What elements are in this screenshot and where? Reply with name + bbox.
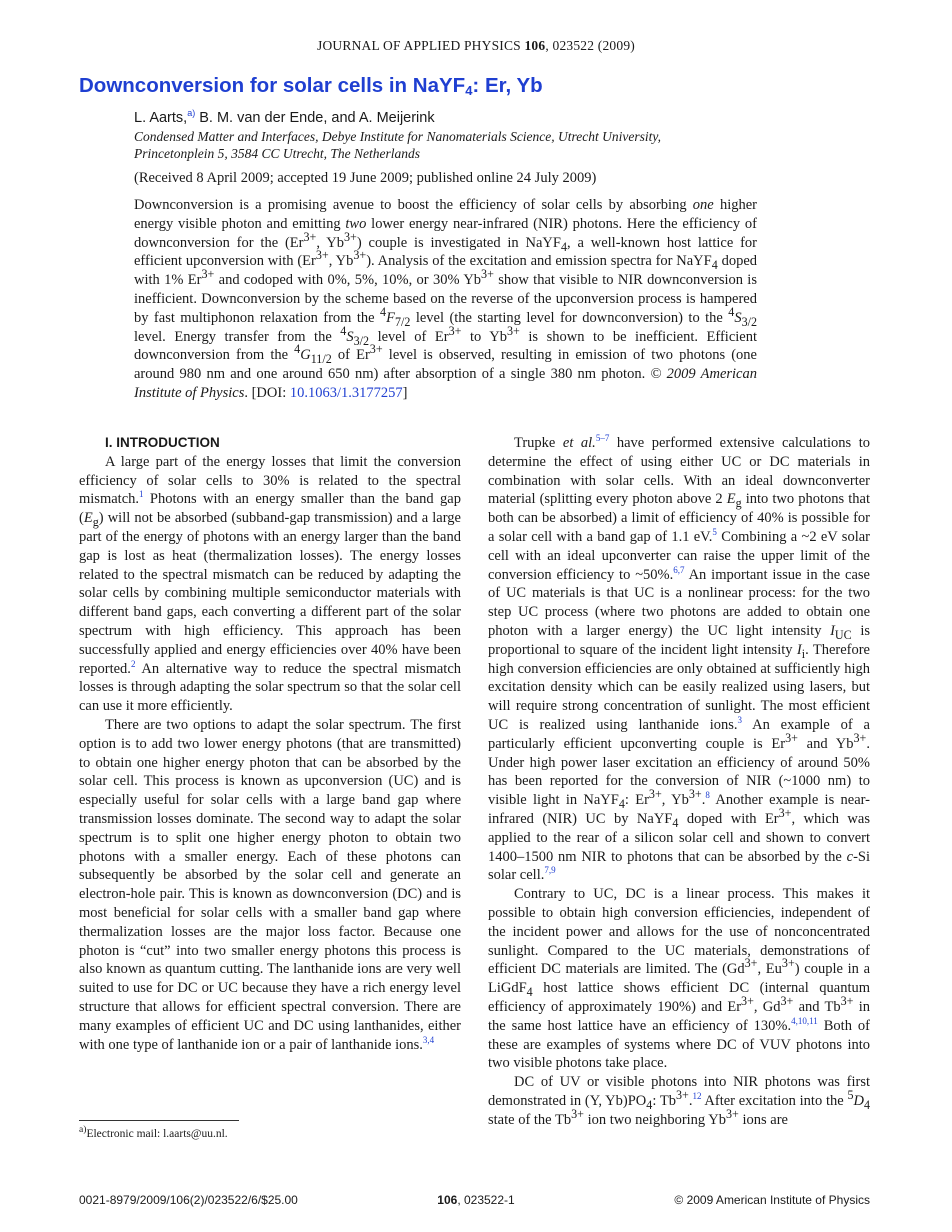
received-dates: (Received 8 April 2009; accepted 19 June 2009; published online 24 July 2009) bbox=[134, 170, 597, 186]
reference-link[interactable]: 6,7 bbox=[673, 564, 685, 575]
footer-issn: 0021-8979/2009/106(2)/023522/6/$25.00 bbox=[79, 1193, 298, 1207]
footer-copyright: © 2009 American Institute of Physics bbox=[674, 1193, 870, 1207]
left-column bbox=[79, 434, 461, 1054]
footer-page: 106, 023522-1 bbox=[437, 1193, 515, 1207]
reference-link[interactable]: 4,10,11 bbox=[791, 1015, 818, 1026]
footnote-divider bbox=[79, 1120, 239, 1121]
footnote: $^{a)}$Electronic mail: l.aarts@uu.nl. bbox=[79, 1124, 228, 1140]
paper-title: Downconversion for solar cells in NaYF$_4$: Er, Yb bbox=[79, 74, 543, 98]
reference-link[interactable]: 12 bbox=[692, 1091, 702, 1102]
reference-link[interactable]: 2 bbox=[130, 658, 136, 669]
reference-link[interactable]: 5 bbox=[712, 527, 717, 538]
reference-link[interactable]: 8 bbox=[705, 790, 710, 801]
authors: L. Aarts,$^{a)}$ B. M. van der Ende, and A. Meijerink bbox=[134, 108, 435, 126]
reference-link[interactable]: 3,4 bbox=[422, 1034, 435, 1045]
paragraph: DC of UV or visible photons into NIR photons was first demonstrated in (Y, $Yb)PO_4$: $Tb^{3+}.^{12}$ After excitation into the $^5D_4$ state of the $Tb^{3+}$ ion two neighboring $Yb^{3+}$ ions are bbox=[488, 1074, 871, 1128]
reference-link[interactable]: 3 bbox=[737, 715, 743, 726]
affiliation: Condensed Matter and Interfaces, Debye Institute for Nanomaterials Science, Utrecht University, Princetonplein 5, 3584 CC Utrecht, The Netherlands bbox=[134, 129, 662, 161]
paragraph: A large part of the energy losses that limit the conversion efficiency of solar cells to 30% is related to the spectral mismatch.$^1$ Photons with an energy smaller than the band gap $(E_g)$ will not be absorbed (subband-gap transmission) and a large part of the energy of photons with an energy larger than the band gap is lost as heat (thermalization losses). The energy losses related to the spectral mismatch can be reduced by adapting the solar cells by combining multiple semiconductor materials with different band gaps, each converting a different part of the solar spectrum with high efficiency. This approach has been successfully applied and energy efficiencies over 40% have been reported.$^2$ An alternative way to reduce the spectral mismatch losses is through adapting the solar spectrum so that the solar cell can use it more efficiently. bbox=[79, 453, 461, 715]
paragraph: Trupke et al.$^{5-7}$ have performed extensive calculations to determine the effect of using either UC or DC materials in combination with solar cells. With an ideal downconverter material (splitting every photon above 2 $E_g$ into two photons that both can be absorbed) a limit of efficiency of 40% is possible for a solar cell with a band gap of 1.1 eV.$^5$ Combining a ~2 eV solar cell with an ideal upconverter can raise the upper limit of the conversion efficiency to ~50%.$^{6,7}$ An important issue in the case of UC materials is that UC is a nonlinear process: for the two step UC process (where two photons are added to obtain one photon with a larger energy) the UC light intensity $I_{UC}$ is proportional to square of the incident light intensity $I_i$. Therefore high conversion efficiencies are only obtained at sufficiently high excitation density which can be easily realized using lasers, but will require strong concentration of sunlight. The most efficient UC is realized using lanthanide ions.$^3$ An example of a particularly efficient upconverting couple is $Er^{3+}$ and $Yb^{3+}$. Under high power laser excitation an efficiency of around 50% has been reported for the conversion of NIR (~1000 nm) to visible light in NaYF$_4$: $Er^{3+}$, $Yb^{3+}.^8$ Another example is near-infrared (NIR) UC by NaYF$_4$ doped with $Er^{3+}$, which was applied to the rear of a silicon solar cell and shown to convert 1400–1500 nm NIR to photons that can be absorbed by the c-Si solar cell.$^{7,9}$ bbox=[488, 433, 871, 884]
doi-link[interactable]: 10.1063/1.3177257 bbox=[289, 384, 403, 401]
abstract: Downconversion is a promising avenue to boost the efficiency of solar cells by absorbing one higher energy visible photon and emitting two lower energy near-infrared (NIR) photons. Here the efficiency of downconversion for the ($Er^{3+}$, $Yb^{3+}$) couple is investigated in NaYF$_4$, a well-known host lattice for efficient upconversion with ($Er^{3+}$, $Yb^{3+}$). Analysis of the excitation and emission spectra for NaYF$_4$ doped with 1% $Er^{3+}$ and codoped with 0%, 5%, 10%, or 30% $Yb^{3+}$ show that visible to NIR downconversion is inefficient. Downconversion by the scheme based on the reverse of the upconversion process is hampered by fast multiphonon relaxation from the $^4F_{7/2}$ level (the starting level for downconversion) to the $^4S_{3/2}$ level. Energy transfer from the $^4S_{3/2}$ level of $Er^{3+}$ to $Yb^{3+}$ is shown to be inefficient. Efficient downconversion from the $^4G_{11/2}$ of $Er^{3+}$ level is observed, resulting in emission of two photons (one around 980 nm and one around 650 nm) after absorption of a single 380 nm photon. © 2009 American Institute of Physics. [DOI: 10.1063/1.3177257] bbox=[134, 197, 758, 401]
right-column bbox=[488, 434, 870, 1129]
reference-link[interactable]: 5–7 bbox=[595, 433, 610, 444]
paragraph: There are two options to adapt the solar spectrum. The first option is to add two lower energy photons (that are transmitted) to obtain one higher energy photon that can be absorbed by the solar cell. This process is known as upconversion (UC) and is especially useful for solar cells with a large band gap where transmission losses dominate. The second way to adapt the solar spectrum is to split one higher energy photon to obtain two photons with a smaller energy. Each of these photons can subsequently be absorbed by the solar cell and generate an electron-hole pair. This is known as downconversion (DC) and is most beneficial for solar cells with a smaller band gap where thermalization losses are the major loss factor. Because one photon is “cut” into two smaller energy photons this process is also known as quantum cutting. The lanthanide ions are very well suited to use for DC or UC because they have a rich energy level structure that allows for efficient spectral conversion. There are many examples of efficient UC and DC using lanthanides, either with one type of lanthanide ion or a pair of lanthanide ions.$^{3,4}$ bbox=[79, 716, 461, 1053]
reference-link[interactable]: 1 bbox=[139, 489, 144, 500]
reference-link[interactable]: 7,9 bbox=[544, 865, 556, 876]
paragraph: Contrary to UC, DC is a linear process. This makes it possible to obtain high conversion efficiencies, independent of the incident power and allows for the use of nonconcentrated sunlight. Compared to the UC materials, demonstrations of efficient DC materials are limited. The ($Gd^{3+}$, $Eu^{3+}$) couple in a LiGdF$_4$ host lattice shows efficient DC (internal quantum efficiency of approximately 190%) and $Er^{3+}$, $Gd^{3+}$ and $Tb^{3+}$ in the same host lattice have an efficiency of 130%.$^{4,10,11}$ Both of these are examples of systems where DC of VUV photons into two visible photons take place. bbox=[488, 886, 871, 1072]
section-heading: I. INTRODUCTION bbox=[105, 435, 220, 450]
journal-header: JOURNAL OF APPLIED PHYSICS 106, 023522 (2009) bbox=[317, 38, 635, 53]
